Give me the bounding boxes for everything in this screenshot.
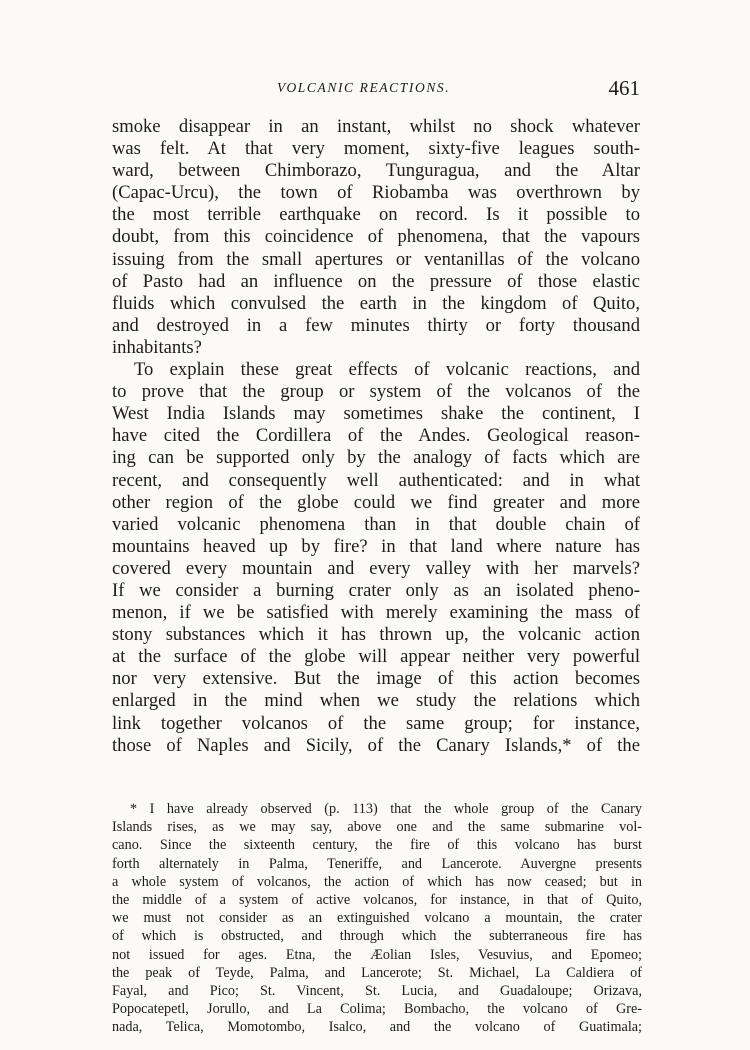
- page-number: 461: [608, 76, 640, 100]
- body-line: doubt, from this coincidence of phenomena, that the vapours: [112, 226, 640, 248]
- footnote-line: Fayal, and Pico; St. Vincent, St. Lucia, and Guadaloupe; Orizava,: [112, 982, 642, 999]
- footnote-line: a whole system of volcanos, the action of which has now ceased; but in: [112, 873, 642, 890]
- body-line: was felt. At that very moment, sixty-five leagues south-: [112, 138, 640, 160]
- body-line: smoke disappear in an instant, whilst no shock whatever: [112, 116, 640, 137]
- footnote-line: of which is obstructed, and through which the subterraneous fire has: [112, 928, 642, 945]
- page-header: [112, 76, 640, 106]
- body-line: menon, if we be satisfied with merely examining the mass of: [112, 602, 640, 624]
- body-line: ward, between Chimborazo, Tunguragua, and the Altar: [112, 160, 640, 182]
- body-line: stony substances which it has thrown up, the volcanic action: [112, 624, 640, 646]
- footnote-line: * I have already observed (p. 113) that the whole group of the Canary: [130, 801, 642, 817]
- body-line: the most terrible earthquake on record. Is it possible to: [112, 204, 640, 226]
- body-line: recent, and consequently well authenticated: and in what: [112, 469, 640, 491]
- body-line: covered every mountain and every valley with her marvels?: [112, 557, 640, 579]
- footnote-line: we must not consider as an extinguished volcano a mountain, the crater: [112, 910, 642, 927]
- running-title: VOLCANIC REACTIONS.: [277, 80, 451, 95]
- footnote: [112, 800, 642, 1036]
- body-line: of Pasto had an influence on the pressure of those elastic: [112, 270, 640, 292]
- body-line: If we consider a burning crater only as an isolated pheno-: [112, 579, 640, 601]
- main-text: [112, 116, 640, 757]
- body-line: (Capac-Urcu), the town of Riobamba was overthrown by: [112, 182, 640, 204]
- body-line: other region of the globe could we find greater and more: [112, 491, 640, 513]
- body-line: West India Islands may sometimes shake the continent, I: [112, 403, 640, 425]
- footnote-line: not issued for ages. Etna, the Æolian Isles, Vesuvius, and Epomeo;: [112, 946, 642, 963]
- footnote-line: Popocatepetl, Jorullo, and La Colima; Bombacho, the volcano of Gre-: [112, 1001, 642, 1018]
- body-line: have cited the Cordillera of the Andes. Geological reason-: [112, 425, 640, 447]
- footnote-line: cano. Since the sixteenth century, the fire of this volcano has burst: [112, 837, 642, 854]
- body-line: mountains heaved up by fire? in that land where nature has: [112, 535, 640, 557]
- body-line: inhabitants?: [112, 336, 202, 358]
- body-line: issuing from the small apertures or ventanillas of the volcano: [112, 248, 640, 270]
- body-line: to prove that the group or system of the volcanos of the: [112, 381, 640, 403]
- body-line: link together volcanos of the same group; for instance,: [112, 712, 640, 734]
- body-line: fluids which convulsed the earth in the kingdom of Quito,: [112, 292, 640, 314]
- body-line: To explain these great effects of volcanic reactions, and: [134, 359, 640, 381]
- footnote-line: Islands rises, as we may say, above one and the same submarine vol-: [112, 819, 642, 836]
- body-line: those of Naples and Sicily, of the Canary Islands,* of the: [112, 734, 640, 756]
- body-line: and destroyed in a few minutes thirty or forty thousand: [112, 314, 640, 336]
- body-line: nor very extensive. But the image of this action becomes: [112, 668, 640, 690]
- body-line: varied volcanic phenomena than in that double chain of: [112, 513, 640, 535]
- footnote-line: forth alternately in Palma, Teneriffe, and Lancerote. Auvergne presents: [112, 855, 642, 872]
- body-line: at the surface of the globe will appear neither very powerful: [112, 646, 640, 668]
- footnote-line: nada, Telica, Momotombo, Isalco, and the volcano of Guatimala;: [112, 1019, 642, 1036]
- footnote-line: the middle of a system of active volcanos, for instance, in that of Quito,: [112, 891, 642, 908]
- footnote-line: the peak of Teyde, Palma, and Lancerote; St. Michael, La Caldiera of: [112, 964, 642, 981]
- body-line: enlarged in the mind when we study the relations which: [112, 690, 640, 712]
- body-line: ing can be supported only by the analogy of facts which are: [112, 447, 640, 469]
